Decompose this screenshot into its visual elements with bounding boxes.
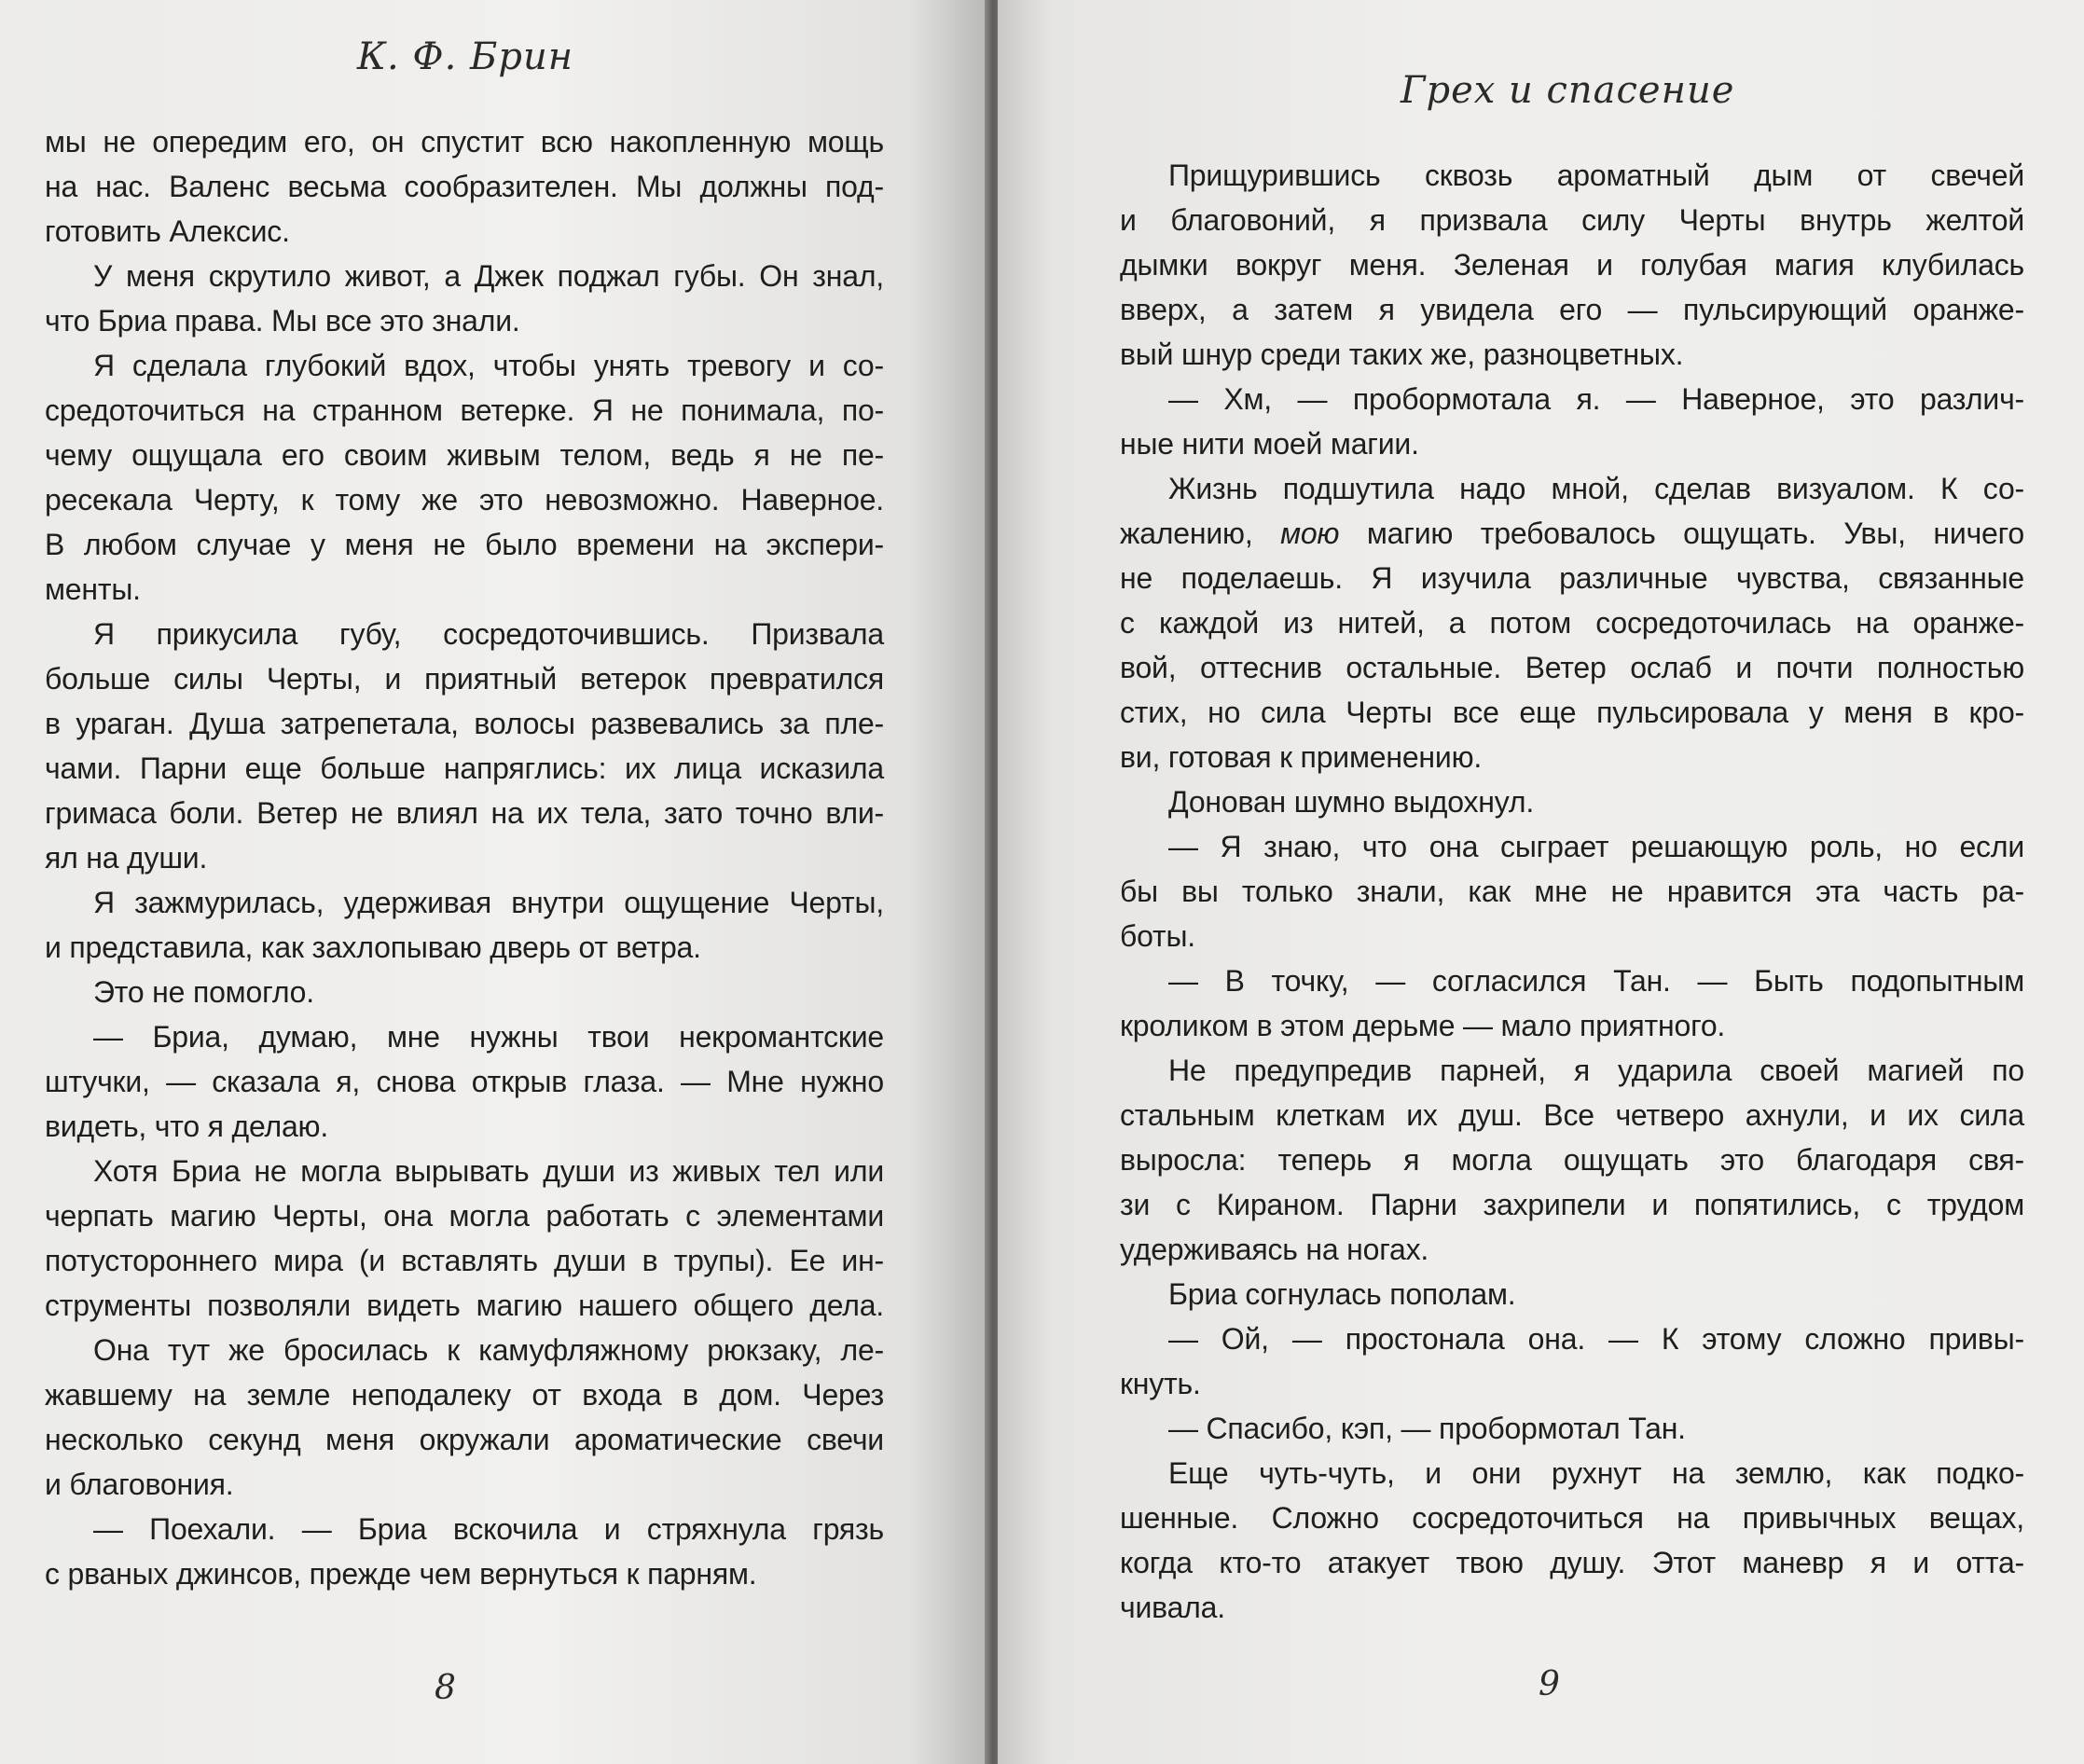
text-line: с рваных джинсов, прежде чем вернуться к парням.: [45, 1557, 757, 1591]
text-line: Я сделала глубокий вдох, чтобы унять тревогу и со-: [93, 349, 884, 382]
text-line: средоточиться на странном ветерке. Я не понимала, по-: [45, 393, 884, 427]
text-line: ресекала Черту, к тому же это невозможно. Наверное.: [45, 483, 884, 517]
text-line: боты.: [1120, 919, 1195, 953]
left-page: [0, 0, 990, 1764]
text-line: готовить Алексис.: [45, 214, 290, 248]
text-line: зи с Кираном. Парни захрипели и попятились, с трудом: [1120, 1188, 2024, 1221]
running-head-author: К. Ф. Брин: [357, 35, 574, 78]
text-line: стальным клеткам их душ. Все четверо ахнули, и их сила: [1120, 1098, 2024, 1132]
text-line: Прищурившись сквозь ароматный дым от свечей: [1168, 158, 2024, 192]
text-line: что Бриа права. Мы все это знали.: [45, 304, 520, 338]
left-page-body: [45, 119, 884, 1596]
right-page: [998, 0, 2084, 1764]
text-line: ные нити моей магии.: [1120, 427, 1419, 461]
text-line: потустороннего мира (и вставлять души в трупы). Ее ин-: [45, 1244, 884, 1277]
text-line: в ураган. Душа затрепетала, волосы развевались за пле-: [45, 707, 884, 740]
text-line: черпать магию Черты, она могла работать с элементами: [45, 1199, 884, 1233]
text-line: У меня скрутило живот, а Джек поджал губы. Он знал,: [93, 259, 884, 293]
text-line: ви, готовая к применению.: [1120, 740, 1483, 774]
text-line: мы не опередим его, он спустит всю накопленную мощь: [45, 125, 884, 158]
text-line: Это не помогло.: [93, 975, 314, 1009]
text-line: стих, но сила Черты все еще пульсировала у меня в кро-: [1120, 696, 2024, 729]
text-line: видеть, что я делаю.: [45, 1109, 329, 1143]
text-line: менты.: [45, 572, 141, 606]
text-line: вой, оттеснив остальные. Ветер ослаб и почти полностью: [1120, 651, 2024, 684]
page-number-right: 9: [1539, 1665, 1560, 1703]
text-line: и благовония.: [45, 1468, 234, 1501]
text-line: на нас. Валенс весьма сообразителен. Мы должны под-: [45, 170, 884, 203]
text-line: и благовоний, я призвала силу Черты внутрь желтой: [1120, 203, 2024, 237]
text-line: с каждой из нитей, а потом сосредоточилась на оранже-: [1120, 606, 2024, 640]
text-line: когда кто-то атакует твою душу. Этот маневр я и отта-: [1120, 1546, 2024, 1579]
text-line: Я прикусила губу, сосредоточившись. Призвала: [93, 617, 884, 651]
text-line: чему ощущала его своим живым телом, ведь я не пе-: [45, 438, 884, 472]
text-line: Она тут же бросилась к камуфляжному рюкзаку, ле-: [93, 1333, 884, 1367]
text-line: — Хм, — пробормотала я. — Наверное, это различ-: [1168, 382, 2024, 416]
emphasis-text: мою: [1280, 517, 1340, 550]
page-number-left: 8: [435, 1669, 456, 1707]
text-line: жавшему на земле неподалеку от входа в дом. Через: [45, 1378, 884, 1412]
text-line: выросла: теперь я могла ощущать это благодаря свя-: [1120, 1143, 2024, 1177]
text-line: штучки, — сказала я, снова открыв глаза. — Мне нужно: [45, 1065, 884, 1098]
text-line: В любом случае у меня не было времени на экспери-: [45, 528, 884, 561]
text-line: больше силы Черты, и приятный ветерок превратился: [45, 662, 884, 696]
text-line: ял на души.: [45, 841, 208, 875]
text-line: [1120, 511, 2024, 556]
text-line: не поделаешь. Я изучила различные чувства, связанные: [1120, 561, 2024, 595]
text-line: Не предупредив парней, я ударила своей магией по: [1168, 1054, 2024, 1087]
text-line: — В точку, — согласился Тан. — Быть подопытным: [1168, 964, 2024, 998]
text-line: — Спасибо, кэп, — пробормотал Тан.: [1168, 1412, 1686, 1445]
right-page-body: [1120, 153, 2024, 1630]
text-line: — Ой, — простонала она. — К этому сложно привы-: [1168, 1322, 2024, 1356]
text-line: вый шнур среди таких же, разноцветных.: [1120, 338, 1684, 371]
text-line: чами. Парни еще больше напряглись: их лица исказила: [45, 751, 884, 785]
text-line: бы вы только знали, как мне не нравится эта часть ра-: [1120, 875, 2024, 908]
text-fragment: жалению,: [1120, 517, 1281, 550]
text-line: и представила, как захлопываю дверь от ветра.: [45, 930, 701, 964]
running-head-title: Грех и спасение: [1401, 69, 1735, 112]
text-line: дымки вокруг меня. Зеленая и голубая магия клубилась: [1120, 248, 2024, 282]
text-fragment: магию требовалось ощущать. Увы, ничего: [1339, 517, 2025, 550]
text-line: кнуть.: [1120, 1367, 1201, 1400]
text-line: удерживаясь на ногах.: [1120, 1233, 1429, 1266]
text-line: шенные. Сложно сосредоточиться на привычных вещах,: [1120, 1501, 2024, 1535]
text-line: Хотя Бриа не могла вырывать души из живых тел или: [93, 1154, 884, 1188]
text-line: чивала.: [1120, 1591, 1225, 1624]
text-line: Жизнь подшутила надо мной, сделав визуалом. К со-: [1168, 472, 2024, 505]
text-line: Еще чуть-чуть, и они рухнут на землю, как подко-: [1168, 1456, 2024, 1490]
text-line: гримаса боли. Ветер не влиял на их тела, зато точно вли-: [45, 796, 884, 830]
text-line: — Поехали. — Бриа вскочила и стряхнула грязь: [93, 1512, 884, 1546]
text-line: струменты позволяли видеть магию нашего общего дела.: [45, 1289, 884, 1322]
text-line: — Я знаю, что она сыграет решающую роль, но если: [1168, 830, 2024, 863]
text-line: несколько секунд меня окружали ароматические свечи: [45, 1423, 884, 1456]
text-line: — Бриа, думаю, мне нужны твои некромантские: [93, 1020, 884, 1054]
text-line: Бриа согнулась пополам.: [1168, 1277, 1516, 1311]
text-line: вверх, а затем я увидела его — пульсирующий оранже-: [1120, 293, 2024, 326]
text-line: кроликом в этом дерьме — мало приятного.: [1120, 1009, 1726, 1042]
text-line: Донован шумно выдохнул.: [1168, 785, 1535, 819]
text-line: Я зажмурилась, удерживая внутри ощущение Черты,: [93, 886, 884, 919]
